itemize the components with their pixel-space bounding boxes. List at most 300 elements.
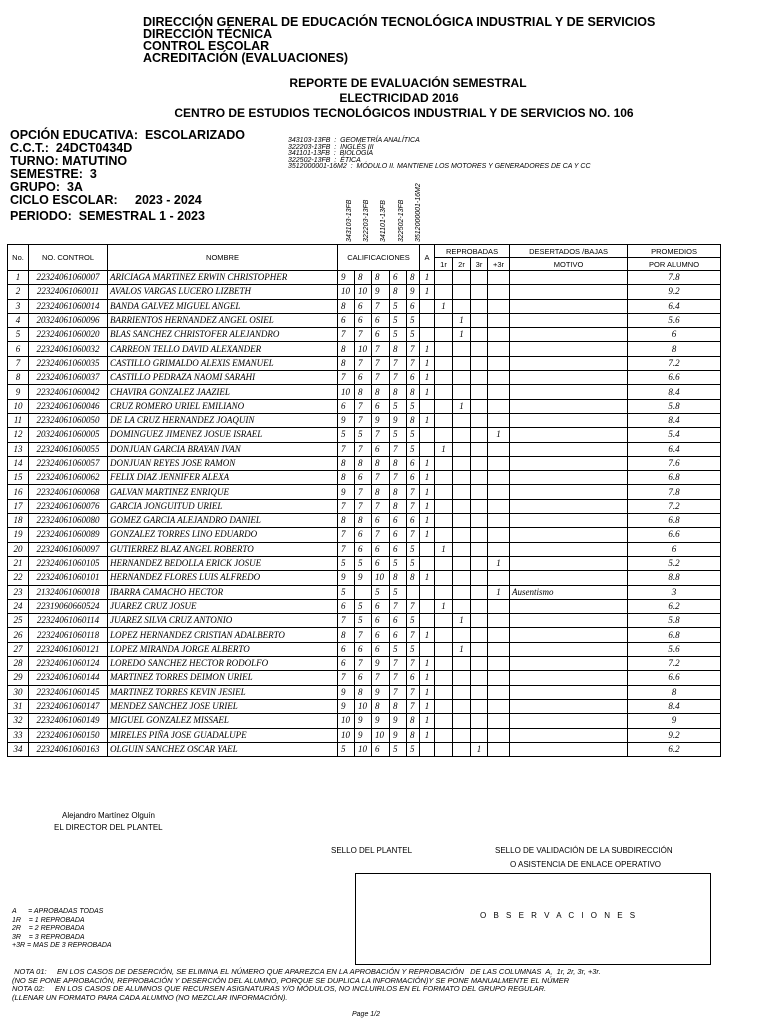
reprobada-2r	[453, 714, 471, 728]
aprobadas-mark: 1	[420, 685, 435, 699]
row-no: 16	[8, 485, 29, 499]
grade: 5	[407, 442, 420, 456]
grade: 9	[338, 685, 355, 699]
grade: 8	[390, 285, 407, 299]
row-no: 28	[8, 657, 29, 671]
student-name: LOREDO SANCHEZ HECTOR RODOLFO	[108, 657, 338, 671]
control-number: 22324061060057	[29, 456, 108, 470]
reprobada-2r	[453, 671, 471, 685]
table-row	[8, 556, 721, 570]
grade: 6	[390, 542, 407, 556]
control-number: 22324061060037	[29, 371, 108, 385]
grade: 6	[355, 471, 372, 485]
control-number: 22324061060105	[29, 556, 108, 570]
control-number: 22324061060068	[29, 485, 108, 499]
reprobada-3r-plus	[488, 413, 510, 427]
student-name: MARTINEZ TORRES DEIMON URIEL	[108, 671, 338, 685]
reprobada-2r	[453, 699, 471, 713]
reprobada-3r-plus	[488, 642, 510, 656]
grade: 7	[372, 356, 390, 370]
header-line-3: CONTROL ESCOLAR	[143, 39, 270, 53]
key-item: 1R = 1 REPROBADA	[12, 916, 85, 924]
promedio: 9.2	[628, 728, 721, 742]
reprobada-3r	[471, 285, 488, 299]
note-line: NOTA 01: EN LOS CASOS DE DESERCIÓN, SE ELIMINA EL NÚMERO QUE APAREZCA EN LA APROBACIÓN Y REPROBACIÓN DE LAS COLUMNAS A, 1r, 2r, 3r, +3r.	[12, 967, 601, 976]
reprobada-2r	[453, 385, 471, 399]
aprobadas-mark: 1	[420, 485, 435, 499]
grade: 9	[372, 413, 390, 427]
grade: 7	[338, 442, 355, 456]
control-number: 22324061060163	[29, 742, 108, 756]
promedio: 6.6	[628, 671, 721, 685]
reprobada-1r	[435, 413, 453, 427]
control-number: 22324061060124	[29, 657, 108, 671]
row-no: 3	[8, 299, 29, 313]
reprobada-3r-plus	[488, 356, 510, 370]
grade: 7	[372, 528, 390, 542]
reprobada-3r-plus	[488, 728, 510, 742]
subject-code: 341101-13FB	[380, 200, 387, 242]
reprobada-3r	[471, 399, 488, 413]
grade: 6	[390, 514, 407, 528]
control-number: 20324061060005	[29, 428, 108, 442]
grade: 6	[338, 313, 355, 327]
col-2r: 2r	[453, 258, 471, 271]
row-no: 10	[8, 399, 29, 413]
ciclo-escolar: CICLO ESCOLAR: 2023 - 2024	[10, 193, 202, 207]
grade: 8	[372, 699, 390, 713]
reprobada-3r-plus: 1	[488, 556, 510, 570]
control-number: 22324061060062	[29, 471, 108, 485]
student-name: LOPEZ HERNANDEZ CRISTIAN ADALBERTO	[108, 628, 338, 642]
table-row	[8, 413, 721, 427]
reprobada-1r	[435, 428, 453, 442]
motivo	[510, 399, 628, 413]
control-number: 22324061060055	[29, 442, 108, 456]
grade: 6	[355, 671, 372, 685]
table-row	[8, 471, 721, 485]
reprobada-3r-plus	[488, 385, 510, 399]
table-row	[8, 585, 721, 599]
reprobada-3r-plus	[488, 528, 510, 542]
reprobada-2r	[453, 271, 471, 285]
grade: 9	[355, 571, 372, 585]
student-name: MIGUEL GONZALEZ MISSAEL	[108, 714, 338, 728]
grade: 10	[338, 728, 355, 742]
grade: 6	[338, 642, 355, 656]
grade: 7	[390, 442, 407, 456]
student-name: MENDEZ SANCHEZ JOSE URIEL	[108, 699, 338, 713]
aprobadas-mark: 1	[420, 728, 435, 742]
table-row	[8, 271, 721, 285]
grade: 10	[372, 571, 390, 585]
grade: 6	[355, 528, 372, 542]
motivo	[510, 657, 628, 671]
group-info	[10, 129, 245, 223]
motivo	[510, 456, 628, 470]
reprobada-3r-plus	[488, 685, 510, 699]
table-row	[8, 642, 721, 656]
student-name: DONJUAN GARCIA BRAYAN IVAN	[108, 442, 338, 456]
grade: 5	[390, 399, 407, 413]
subject-legend	[288, 138, 591, 171]
reprobada-2r	[453, 356, 471, 370]
control-number: 22324061060011	[29, 285, 108, 299]
reprobada-1r: 1	[435, 442, 453, 456]
reprobada-2r	[453, 685, 471, 699]
aprobadas-mark	[420, 614, 435, 628]
control-number: 22324061060042	[29, 385, 108, 399]
grade: 9	[338, 413, 355, 427]
grade: 7	[407, 699, 420, 713]
note-line: NOTA 02: EN LOS CASOS DE ALUMNOS QUE RECURSEN ASIGNATURAS Y/O MÓDULOS, NO INCLUIRLOS EN EL FORMATO DEL GRUPO REGULAR.	[12, 984, 547, 993]
reprobada-3r-plus	[488, 271, 510, 285]
grade: 8	[338, 356, 355, 370]
aprobadas-mark: 1	[420, 456, 435, 470]
aprobadas-mark: 1	[420, 371, 435, 385]
aprobadas-mark	[420, 742, 435, 756]
grade: 7	[407, 528, 420, 542]
control-number: 22324061060121	[29, 642, 108, 656]
promedio: 9	[628, 714, 721, 728]
motivo	[510, 385, 628, 399]
grade: 5	[338, 742, 355, 756]
reprobada-3r-plus	[488, 514, 510, 528]
promedio: 6.8	[628, 628, 721, 642]
reprobada-2r	[453, 742, 471, 756]
promedio: 6.2	[628, 599, 721, 613]
student-name: DONJUAN REYES JOSE RAMON	[108, 456, 338, 470]
grade: 7	[338, 614, 355, 628]
row-no: 9	[8, 385, 29, 399]
reprobada-2r	[453, 299, 471, 313]
grade: 8	[390, 485, 407, 499]
row-no: 7	[8, 356, 29, 370]
reprobada-3r	[471, 728, 488, 742]
reprobada-2r	[453, 571, 471, 585]
promedio: 3	[628, 585, 721, 599]
col-por-alumno: POR ALUMNO	[628, 258, 721, 271]
reprobada-3r-plus	[488, 313, 510, 327]
grade: 9	[390, 714, 407, 728]
grade: 8	[390, 385, 407, 399]
grade: 7	[355, 399, 372, 413]
student-name: GOMEZ GARCIA ALEJANDRO DANIEL	[108, 514, 338, 528]
aprobadas-mark: 1	[420, 514, 435, 528]
table-row	[8, 385, 721, 399]
control-number: 22324061060145	[29, 685, 108, 699]
grade: 9	[338, 271, 355, 285]
cct: C.C.T.: 24DCT0434D	[10, 141, 133, 155]
grade: 7	[338, 671, 355, 685]
student-name: JUAREZ SILVA CRUZ ANTONIO	[108, 614, 338, 628]
table-row	[8, 685, 721, 699]
grade: 5	[390, 642, 407, 656]
reprobada-1r	[435, 614, 453, 628]
student-name: HERNANDEZ BEDOLLA ERICK JOSUE	[108, 556, 338, 570]
row-no: 33	[8, 728, 29, 742]
reprobada-1r	[435, 699, 453, 713]
reprobada-3r	[471, 699, 488, 713]
control-number: 22324061060035	[29, 356, 108, 370]
grade	[355, 585, 372, 599]
reprobada-3r-plus	[488, 542, 510, 556]
grade: 6	[407, 514, 420, 528]
aprobadas-mark: 1	[420, 499, 435, 513]
grade: 6	[372, 442, 390, 456]
control-number: 22319060660524	[29, 599, 108, 613]
row-no: 8	[8, 371, 29, 385]
aprobadas-mark	[420, 313, 435, 327]
reprobada-3r-plus	[488, 371, 510, 385]
promedio: 6	[628, 328, 721, 342]
grupo: GRUPO: 3A	[10, 180, 83, 194]
reprobada-2r	[453, 485, 471, 499]
student-name: ARICIAGA MARTINEZ ERWIN CHRISTOPHER	[108, 271, 338, 285]
control-number: 21324061060018	[29, 585, 108, 599]
motivo	[510, 485, 628, 499]
grade: 7	[355, 413, 372, 427]
reprobada-3r	[471, 313, 488, 327]
grade: 7	[372, 371, 390, 385]
grade: 7	[407, 628, 420, 642]
grade: 7	[390, 356, 407, 370]
table-row	[8, 699, 721, 713]
key-item: 2R = 2 REPROBADA	[12, 925, 85, 932]
row-no: 27	[8, 642, 29, 656]
grade: 5	[390, 299, 407, 313]
row-no: 23	[8, 585, 29, 599]
motivo	[510, 342, 628, 356]
reprobada-3r-plus: 1	[488, 428, 510, 442]
col-1r: 1r	[435, 258, 453, 271]
promedio: 5.2	[628, 556, 721, 570]
grade: 7	[372, 428, 390, 442]
reprobada-3r	[471, 442, 488, 456]
motivo	[510, 599, 628, 613]
table-row	[8, 285, 721, 299]
grade: 8	[338, 471, 355, 485]
grade: 6	[372, 642, 390, 656]
control-number: 22324061060014	[29, 299, 108, 313]
reprobada-1r	[435, 657, 453, 671]
grade: 6	[390, 528, 407, 542]
col-3r: 3r	[471, 258, 488, 271]
col-no: No.	[8, 245, 29, 271]
grade: 9	[338, 571, 355, 585]
control-number: 22324061060089	[29, 528, 108, 542]
reprobada-1r	[435, 685, 453, 699]
reprobada-1r	[435, 328, 453, 342]
student-name: BLAS SANCHEZ CHRISTOFER ALEJANDRO	[108, 328, 338, 342]
promedio: 8	[628, 342, 721, 356]
grade: 7	[407, 685, 420, 699]
reprobada-2r	[453, 556, 471, 570]
reprobada-3r	[471, 471, 488, 485]
reprobada-3r	[471, 571, 488, 585]
footnotes	[12, 968, 601, 1002]
reprobada-3r	[471, 356, 488, 370]
student-name: DE LA CRUZ HERNANDEZ JOAQUIN	[108, 413, 338, 427]
reprobada-1r	[435, 342, 453, 356]
grade: 5	[338, 428, 355, 442]
control-number: 22324061060076	[29, 499, 108, 513]
promedio: 7.6	[628, 456, 721, 470]
promedio: 6.8	[628, 514, 721, 528]
key-item: 3R = 3 REPROBADA	[12, 933, 85, 941]
reprobada-1r	[435, 528, 453, 542]
grade: 6	[372, 742, 390, 756]
turno: TURNO: MATUTINO	[10, 154, 128, 168]
grade: 7	[407, 599, 420, 613]
aprobadas-mark	[420, 442, 435, 456]
aprobadas-mark: 1	[420, 657, 435, 671]
reprobada-3r	[471, 599, 488, 613]
grade: 6	[390, 628, 407, 642]
table-row	[8, 528, 721, 542]
reprobada-3r	[471, 385, 488, 399]
grade: 8	[355, 385, 372, 399]
grade: 7	[355, 657, 372, 671]
subject-legend-item: 341101-13FB : BIOLOGÍA	[288, 150, 374, 157]
reprobada-1r	[435, 385, 453, 399]
reprobada-3r	[471, 456, 488, 470]
semestre: SEMESTRE: 3	[10, 167, 97, 181]
reprobada-3r-plus	[488, 299, 510, 313]
table-row	[8, 657, 721, 671]
grade: 5	[355, 599, 372, 613]
grade: 5	[407, 313, 420, 327]
grade: 10	[355, 742, 372, 756]
reprobada-1r: 1	[435, 299, 453, 313]
grade: 7	[372, 471, 390, 485]
row-no: 12	[8, 428, 29, 442]
reprobada-2r	[453, 413, 471, 427]
reprobada-2r: 1	[453, 313, 471, 327]
grade: 7	[372, 342, 390, 356]
grade: 7	[338, 528, 355, 542]
grade: 6	[338, 657, 355, 671]
grade: 6	[372, 628, 390, 642]
row-no: 15	[8, 471, 29, 485]
reprobada-1r	[435, 556, 453, 570]
motivo	[510, 614, 628, 628]
row-no: 32	[8, 714, 29, 728]
student-name: GARCIA JONGUITUD URIEL	[108, 499, 338, 513]
sello-validacion-label: SELLO DE VALIDACIÓN DE LA SUBDIRECCIÓN	[495, 846, 673, 855]
reprobada-1r	[435, 471, 453, 485]
reprobada-2r	[453, 285, 471, 299]
table-row	[8, 671, 721, 685]
reprobada-3r-plus	[488, 614, 510, 628]
grade: 9	[338, 699, 355, 713]
reprobada-3r	[471, 671, 488, 685]
motivo	[510, 299, 628, 313]
grade: 9	[338, 485, 355, 499]
grade: 7	[407, 342, 420, 356]
grade	[407, 585, 420, 599]
motivo	[510, 714, 628, 728]
reprobada-3r	[471, 642, 488, 656]
grade: 5	[372, 585, 390, 599]
row-no: 26	[8, 628, 29, 642]
grade: 10	[338, 285, 355, 299]
reprobada-1r	[435, 271, 453, 285]
reprobada-1r	[435, 485, 453, 499]
aprobadas-mark: 1	[420, 471, 435, 485]
report-titles	[0, 76, 768, 121]
reprobada-1r	[435, 371, 453, 385]
sello-validacion-label-2: O ASISTENCIA DE ENLACE OPERATIVO	[510, 860, 662, 869]
promedio: 9.2	[628, 285, 721, 299]
motivo	[510, 285, 628, 299]
aprobadas-mark: 1	[420, 385, 435, 399]
motivo	[510, 428, 628, 442]
grade: 9	[355, 714, 372, 728]
subject-legend-item: 343103-13FB : GEOMETRÍA ANALÍTICA	[288, 137, 420, 144]
table-row	[8, 514, 721, 528]
grade: 7	[355, 328, 372, 342]
student-name: HERNANDEZ FLORES LUIS ALFREDO	[108, 571, 338, 585]
promedio: 8.4	[628, 699, 721, 713]
reprobada-3r	[471, 714, 488, 728]
reprobada-3r	[471, 499, 488, 513]
motivo	[510, 371, 628, 385]
col-motivo: MOTIVO	[510, 258, 628, 271]
control-number: 22324061060144	[29, 671, 108, 685]
grade: 5	[407, 642, 420, 656]
reprobada-3r	[471, 585, 488, 599]
reprobada-3r-plus	[488, 471, 510, 485]
grade: 6	[355, 299, 372, 313]
key-item: +3R = MAS DE 3 REPROBADA	[12, 942, 112, 949]
student-name: CASTILLO PEDRAZA NAOMI SARAHI	[108, 371, 338, 385]
grade: 7	[390, 671, 407, 685]
grade: 7	[355, 628, 372, 642]
reprobada-2r	[453, 371, 471, 385]
motivo: Ausentismo	[510, 585, 628, 599]
control-number: 22324061060097	[29, 542, 108, 556]
motivo	[510, 313, 628, 327]
reprobada-1r	[435, 742, 453, 756]
grade: 6	[390, 614, 407, 628]
control-number: 20324061060096	[29, 313, 108, 327]
student-name: LOPEZ MIRANDA JORGE ALBERTO	[108, 642, 338, 656]
motivo	[510, 742, 628, 756]
reprobada-3r	[471, 528, 488, 542]
table-row	[8, 313, 721, 327]
student-name: FELIX DIAZ JENNIFER ALEXA	[108, 471, 338, 485]
row-no: 29	[8, 671, 29, 685]
reprobada-3r: 1	[471, 742, 488, 756]
student-name: MARTINEZ TORRES KEVIN JESIEL	[108, 685, 338, 699]
reprobada-3r	[471, 328, 488, 342]
opcion-educativa: OPCIÓN EDUCATIVA: ESCOLARIZADO	[10, 128, 245, 142]
grade: 7	[372, 499, 390, 513]
reprobada-2r	[453, 657, 471, 671]
reprobada-1r: 1	[435, 599, 453, 613]
reprobada-2r: 1	[453, 399, 471, 413]
student-name: OLGUIN SANCHEZ OSCAR YAEL	[108, 742, 338, 756]
grade: 9	[372, 285, 390, 299]
student-name: GONZALEZ TORRES LINO EDUARDO	[108, 528, 338, 542]
table-row	[8, 456, 721, 470]
promedio: 7.8	[628, 485, 721, 499]
reprobada-2r: 1	[453, 328, 471, 342]
row-no: 19	[8, 528, 29, 542]
promedio: 6.6	[628, 528, 721, 542]
grade: 6	[355, 642, 372, 656]
